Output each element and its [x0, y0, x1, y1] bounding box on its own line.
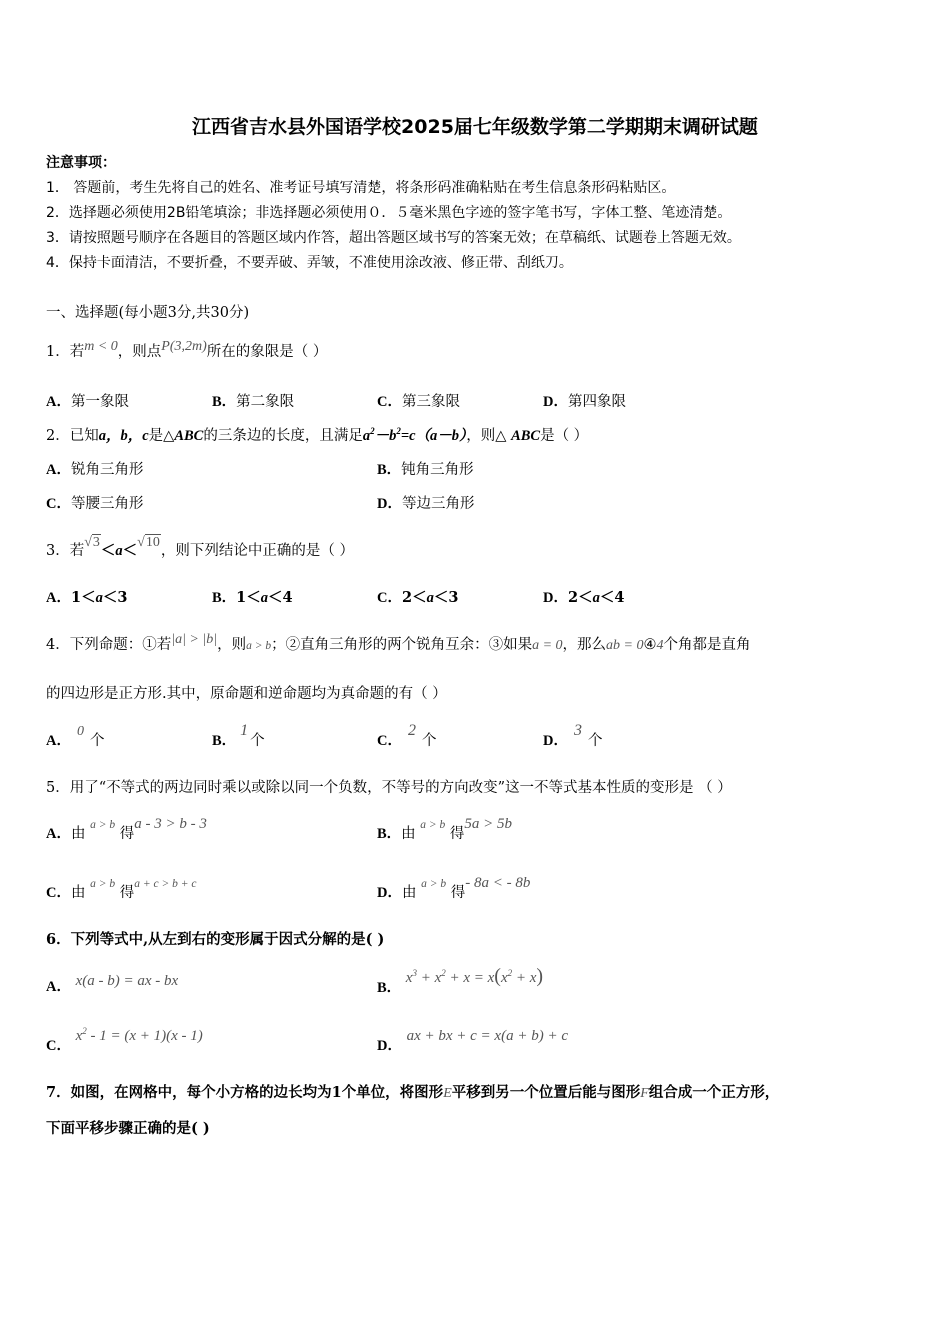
q5-option-d[interactable]: D．由 $^{a > b}$ 得- 8a < - 8b [377, 875, 531, 901]
q3-option-d[interactable]: D．2＜a＜4 [543, 589, 625, 606]
notice-heading: 注意事项： [46, 155, 116, 171]
q1-tail: 所在的象限是（ ） [206, 344, 328, 360]
q5-option-a[interactable]: A．由 $^{a > b}$ 得a - 3 > b - 3 [46, 816, 207, 842]
question-5: 5．用了“不等式的两边同时乘以或除以同一个负数，不等号的方向改变”这一不等式基本性质的变形是 （ ） [46, 780, 732, 796]
q2-triangle: ABC [174, 428, 204, 444]
q6-option-b[interactable]: B． $x^3 + x^2 + x = x(x^2 + x)$ [377, 965, 544, 996]
q2-option-c[interactable]: C．等腰三角形 [46, 496, 144, 512]
q4-option-d[interactable]: D．3个 [543, 722, 603, 749]
question-7: 7．如图，在网格中，每个小方格的边长均为1个单位，将图形E平移到另一个位置后能与图形F组合成一个正方形， [46, 1084, 780, 1101]
q1-option-b[interactable]: B．第二象限 [212, 394, 295, 410]
q4-option-b[interactable]: B．1个 [212, 722, 265, 749]
q1-option-c[interactable]: C．第三象限 [377, 394, 460, 410]
sqrt-3: √3 [84, 535, 100, 550]
notice-item-4: 4．保持卡面清洁，不要折叠，不要弄破、弄皱，不准使用涂改液、修正带、刮纸刀。 [46, 255, 573, 271]
q5-option-b[interactable]: B．由 $^{a > b}$ 得5a > 5b [377, 816, 513, 842]
page-title: 江西省吉水县外国语学校2025届七年级数学第二学期期末调研试题 [192, 116, 758, 138]
q4-option-c[interactable]: C．2个 [377, 722, 437, 749]
q6-option-d[interactable]: D． ax + bx + c = x(a + b) + c [377, 1028, 568, 1054]
q2-vars: a，b，c [98, 428, 149, 444]
notice-item-2: 2．选择题必须使用2B铅笔填涂；非选择题必须使用０．５毫米黑色字迹的签字笔书写，字体工整、笔迹清楚。 [46, 205, 732, 221]
q1-option-a[interactable]: A．第一象限 [46, 394, 129, 410]
sqrt-10: √10 [137, 535, 160, 550]
q2-option-b[interactable]: B．钝角三角形 [377, 462, 474, 478]
q1-num: 1．若 [46, 344, 85, 360]
question-3: 3．若√3＜a＜√10，则下列结论中正确的是（ ） [46, 535, 354, 559]
notice-item-1: 1． 答题前，考生先将自己的姓名、准考证号填写清楚，将条形码准确粘贴在考生信息条形码粘贴区。 [46, 180, 676, 196]
question-6: 6．下列等式中,从左到右的变形属于因式分解的是( ) [46, 931, 385, 948]
q2-option-a[interactable]: A．锐角三角形 [46, 462, 144, 478]
q1-option-d[interactable]: D．第四象限 [543, 394, 626, 410]
q6-option-a[interactable]: A． x(a - b) = ax - bx [46, 973, 179, 995]
q4-option-a[interactable]: A．0个 [46, 724, 105, 749]
question-4: 4．下列命题：①若|a| > |b|，则a > b；②直角三角形的两个锐角互余：③如果a = 0，那么ab = 0④4个角都是直角 [46, 632, 751, 653]
section-heading: 一、选择题(每小题3分,共30分) [46, 305, 250, 321]
notice-item-3: 3．请按照题号顺序在各题目的答题区域内作答，超出答题区域书写的答案无效；在草稿纸、试题卷上答题无效。 [46, 230, 741, 246]
q3-option-b[interactable]: B．1＜a＜4 [212, 589, 293, 606]
question-2: 2．已知a，b，c是△ABC的三条边的长度，且满足$a^2-b^2=c(a-b)$，则△ ABC是（ ） [46, 426, 589, 444]
question-1 [46, 340, 327, 361]
q1-condition: m < 0 [84, 339, 118, 354]
question-7-line-2: 下面平移步骤正确的是( ) [46, 1120, 210, 1137]
q1-mid: ，则点 [117, 344, 162, 360]
q3-option-c[interactable]: C．2＜a＜3 [377, 589, 459, 606]
q2-equation: $a^2-b^2=c(a-b)$ [362, 426, 467, 444]
q2-option-d[interactable]: D．等边三角形 [377, 496, 475, 512]
q1-point: P(3,2m) [161, 339, 207, 354]
q3-option-a[interactable]: A．1＜a＜3 [46, 589, 128, 606]
q6-option-c[interactable]: C． $x^2 - 1 = (x + 1)(x - 1)$ [46, 1026, 203, 1054]
q5-option-c[interactable]: C．由 $^{a > b}$ 得$^{a + c > b + c}$ [46, 878, 197, 901]
question-4-line-2: 的四边形是正方形.其中，原命题和逆命题均为真命题的有（ ） [46, 686, 447, 702]
